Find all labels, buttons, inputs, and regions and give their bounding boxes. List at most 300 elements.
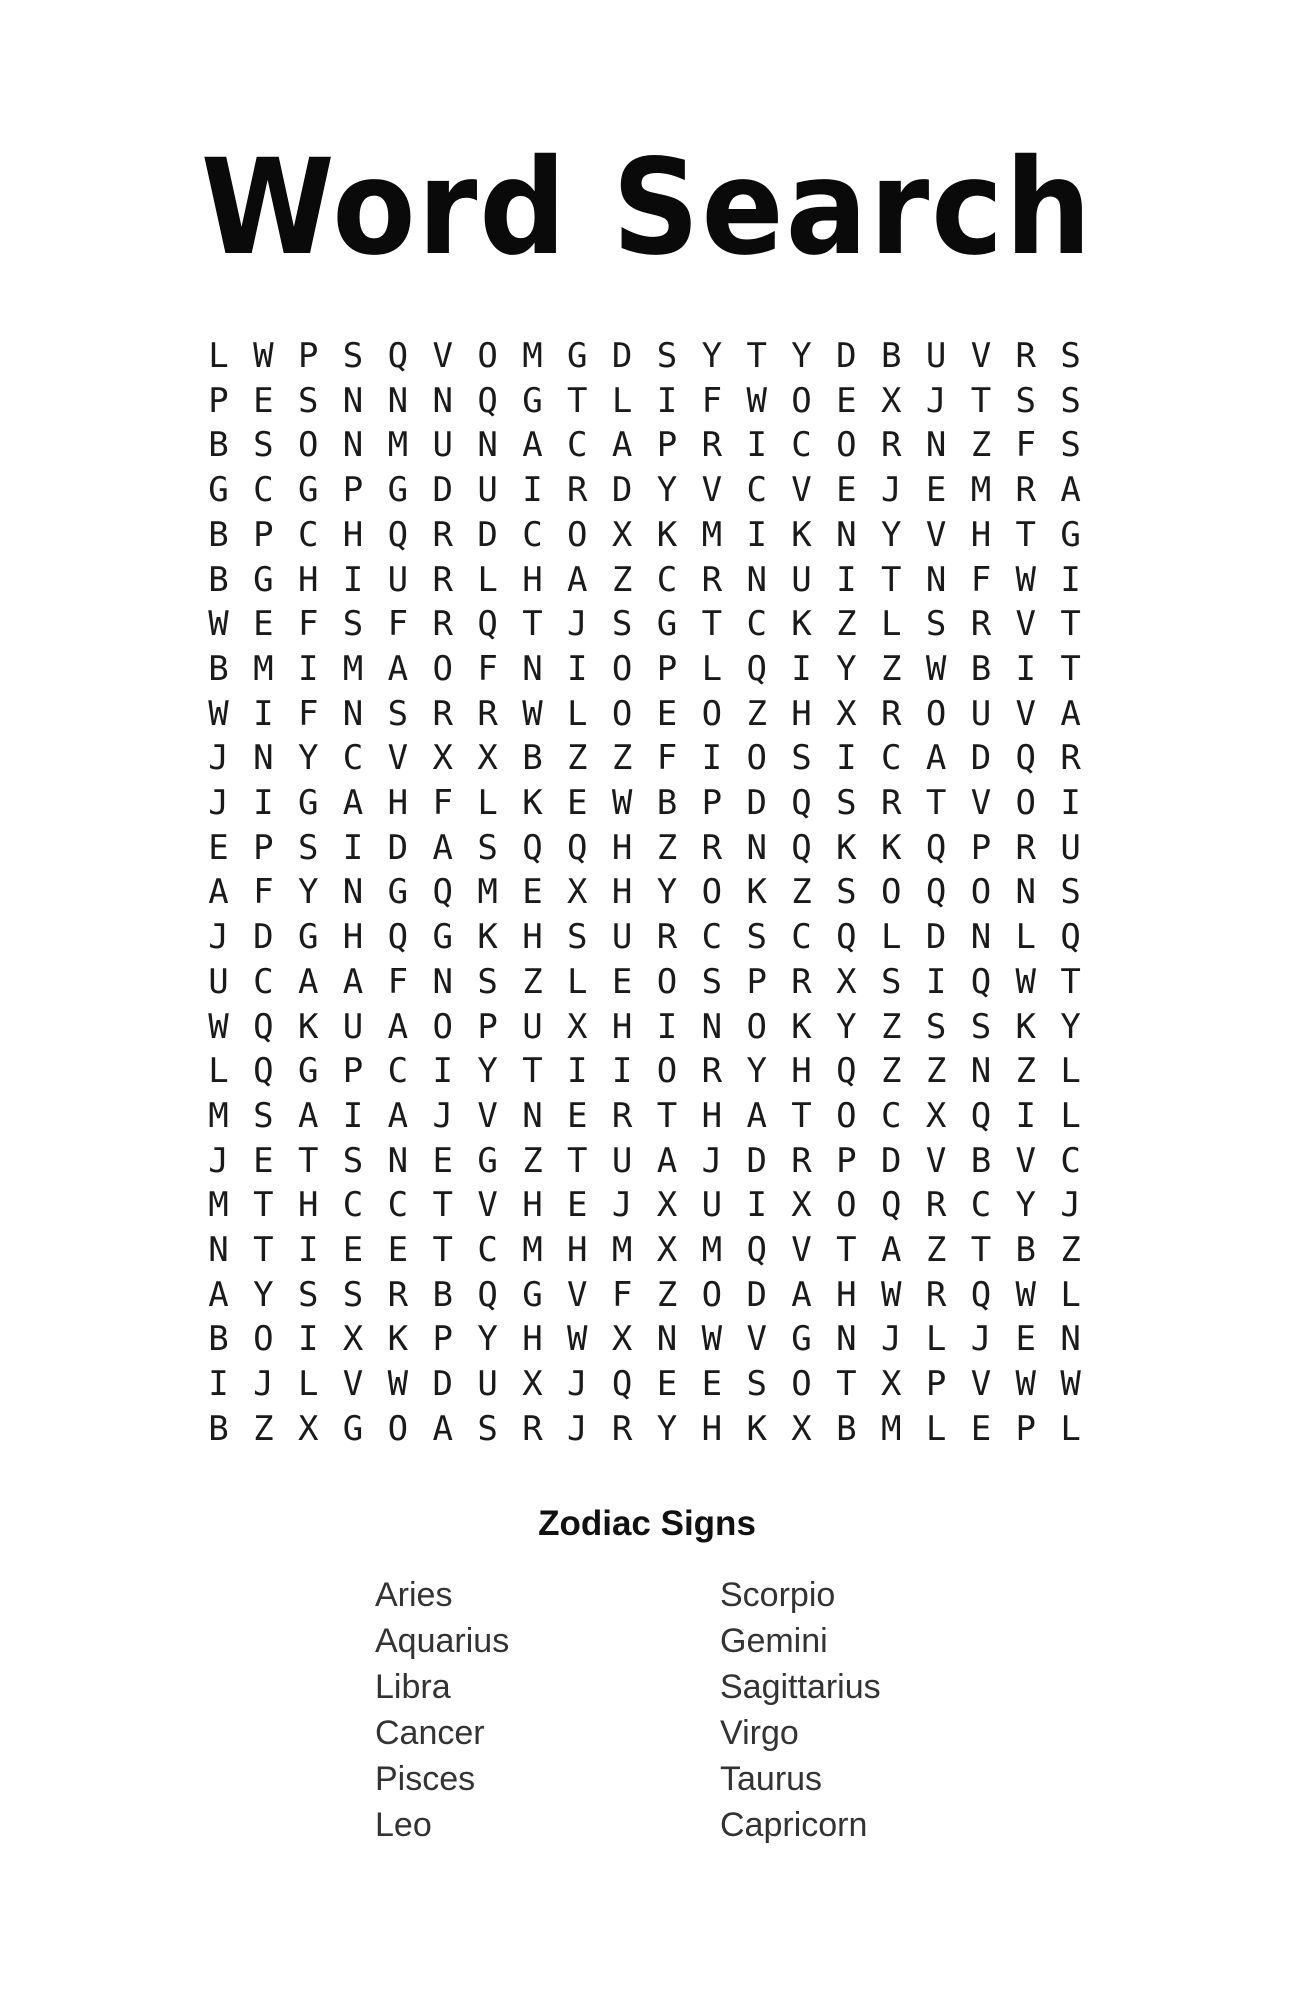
grid-letter: D xyxy=(611,470,633,511)
grid-letter: X xyxy=(925,1095,947,1136)
grid-letter: J xyxy=(208,917,229,958)
grid-letter: A xyxy=(432,1408,453,1449)
grid-letter: L xyxy=(1060,1274,1081,1315)
grid-letter: T xyxy=(791,1095,812,1136)
grid-letter: O xyxy=(836,1095,857,1136)
grid-letter: Y xyxy=(297,738,319,779)
grid-letter: P xyxy=(208,380,229,421)
grid-letter: J xyxy=(208,783,229,823)
grid-letter: V xyxy=(791,1230,812,1270)
grid-letter: N xyxy=(925,559,947,600)
grid-letter: C xyxy=(253,470,274,511)
grid-letter: O xyxy=(701,693,723,734)
grid-letter: U xyxy=(387,559,409,600)
grid-letter: H xyxy=(611,827,633,868)
grid-row xyxy=(196,423,1093,468)
grid-letter: R xyxy=(387,1274,409,1315)
grid-letter: Q xyxy=(970,961,992,1002)
grid-letter: O xyxy=(656,961,678,1002)
grid-letter: R xyxy=(432,604,453,645)
grid-letter: H xyxy=(297,1185,319,1226)
grid-letter: Z xyxy=(970,425,992,466)
grid-letter: B xyxy=(432,1274,453,1315)
grid-letter: N xyxy=(836,1319,857,1360)
grid-letter: R xyxy=(1060,738,1081,779)
grid-letter: I xyxy=(253,693,274,734)
grid-letter: I xyxy=(791,648,812,689)
grid-letter: Q xyxy=(477,604,498,645)
grid-letter: T xyxy=(970,380,992,421)
grid-letter: G xyxy=(477,1140,498,1181)
grid-letter: K xyxy=(522,783,543,823)
grid-letter: P xyxy=(970,827,992,868)
grid-letter: S xyxy=(342,336,364,376)
grid-letter: S xyxy=(342,1140,364,1181)
grid-row xyxy=(196,647,1093,692)
grid-letter: E xyxy=(253,380,274,421)
grid-letter: T xyxy=(567,380,588,421)
grid-letter: G xyxy=(387,872,409,913)
grid-letter: P xyxy=(342,470,364,511)
grid-letter: I xyxy=(1015,648,1037,689)
grid-letter: F xyxy=(701,380,723,421)
grid-row xyxy=(196,1362,1093,1407)
grid-row xyxy=(196,826,1093,871)
grid-letter: D xyxy=(746,783,767,823)
grid-letter: T xyxy=(836,1230,857,1270)
grid-letter: S xyxy=(836,872,857,913)
word-list-item: Cancer xyxy=(375,1714,485,1752)
grid-row xyxy=(196,960,1093,1005)
grid-letter: O xyxy=(432,1006,453,1047)
grid-letter: S xyxy=(387,693,409,734)
grid-letter: I xyxy=(1015,1095,1037,1136)
grid-letter: U xyxy=(477,1364,498,1405)
grid-letter: I xyxy=(342,827,364,868)
grid-letter: W xyxy=(1015,1364,1037,1405)
grid-letter: T xyxy=(522,1051,543,1092)
grid-letter: I xyxy=(925,961,947,1002)
grid-letter: E xyxy=(656,693,678,734)
grid-letter: A xyxy=(342,783,364,823)
grid-letter: A xyxy=(297,961,319,1002)
word-list-item: Pisces xyxy=(375,1760,476,1798)
grid-letter: A xyxy=(611,425,633,466)
grid-letter: Q xyxy=(477,1274,498,1315)
grid-letter: N xyxy=(656,1319,678,1360)
grid-letter: T xyxy=(253,1230,274,1270)
grid-letter: A xyxy=(432,827,453,868)
grid-letter: E xyxy=(253,604,274,645)
grid-letter: G xyxy=(1060,514,1081,555)
grid-letter: H xyxy=(522,559,543,600)
page-title: Word Search xyxy=(200,131,1094,285)
grid-letter: V xyxy=(791,470,812,511)
grid-row xyxy=(196,1228,1093,1273)
grid-letter: C xyxy=(567,425,588,466)
grid-letter: Q xyxy=(387,917,409,958)
grid-letter: M xyxy=(477,872,498,913)
grid-letter: P xyxy=(342,1051,364,1092)
grid-letter: C xyxy=(342,1185,364,1226)
grid-letter: Z xyxy=(881,648,902,689)
grid-letter: B xyxy=(881,336,902,376)
grid-letter: I xyxy=(746,514,767,555)
grid-letter: P xyxy=(432,1319,453,1360)
grid-letter: E xyxy=(567,1185,588,1226)
grid-letter: Q xyxy=(253,1006,274,1047)
grid-letter: W xyxy=(387,1364,409,1405)
grid-letter: S xyxy=(746,917,767,958)
grid-letter: R xyxy=(970,604,992,645)
grid-letter: W xyxy=(1015,559,1037,600)
grid-letter: D xyxy=(477,514,498,555)
grid-row xyxy=(196,915,1093,960)
grid-letter: T xyxy=(1060,648,1081,689)
grid-letter: C xyxy=(970,1185,992,1226)
grid-letter: M xyxy=(701,514,723,555)
grid-row xyxy=(196,692,1093,737)
grid-letter: A xyxy=(342,961,364,1002)
grid-letter: L xyxy=(1015,917,1037,958)
grid-letter: H xyxy=(701,1408,723,1449)
grid-letter: X xyxy=(656,1230,678,1270)
grid-letter: P xyxy=(297,336,319,376)
grid-letter: N xyxy=(836,514,857,555)
grid-letter: N xyxy=(522,648,543,689)
grid-letter: X xyxy=(836,693,857,734)
grid-letter: O xyxy=(925,693,947,734)
grid-letter: N xyxy=(208,1230,229,1270)
grid-letter: Z xyxy=(656,1274,678,1315)
grid-letter: L xyxy=(567,693,588,734)
grid-letter: U xyxy=(970,693,992,734)
grid-letter: X xyxy=(477,738,498,779)
grid-letter: O xyxy=(611,648,633,689)
grid-letter: O xyxy=(1015,783,1037,823)
grid-letter: L xyxy=(1060,1095,1081,1136)
word-list-item: Capricorn xyxy=(720,1806,868,1844)
grid-letter: H xyxy=(522,1185,543,1226)
grid-letter: K xyxy=(791,1006,812,1047)
grid-letter: U xyxy=(522,1006,543,1047)
grid-letter: E xyxy=(522,872,543,913)
grid-letter: W xyxy=(746,380,767,421)
grid-letter: N xyxy=(1060,1319,1081,1360)
grid-letter: N xyxy=(970,1051,992,1092)
grid-letter: W xyxy=(1015,961,1037,1002)
grid-letter: L xyxy=(208,336,229,376)
word-list-item: Sagittarius xyxy=(720,1668,881,1706)
grid-letter: H xyxy=(791,1051,812,1092)
grid-letter: P xyxy=(656,425,678,466)
grid-letter: I xyxy=(611,1051,633,1092)
grid-letter: U xyxy=(342,1006,364,1047)
grid-letter: W xyxy=(1015,1274,1037,1315)
grid-letter: C xyxy=(701,917,723,958)
grid-letter: A xyxy=(746,1095,767,1136)
grid-row xyxy=(196,1005,1093,1050)
grid-letter: J xyxy=(253,1364,274,1405)
grid-letter: Z xyxy=(611,738,633,779)
grid-letter: G xyxy=(297,470,319,511)
grid-letter: V xyxy=(477,1095,498,1136)
grid-row xyxy=(196,513,1093,558)
grid-letter: Q xyxy=(791,783,812,823)
grid-letter: B xyxy=(208,648,229,689)
grid-letter: Q xyxy=(791,827,812,868)
grid-letter: R xyxy=(701,827,723,868)
grid-letter: S xyxy=(342,1274,364,1315)
grid-letter: E xyxy=(836,470,857,511)
grid-letter: E xyxy=(925,470,947,511)
grid-letter: K xyxy=(791,514,812,555)
grid-letter: G xyxy=(656,604,678,645)
grid-letter: S xyxy=(970,1006,992,1047)
grid-letter: N xyxy=(432,961,453,1002)
grid-letter: C xyxy=(253,961,274,1002)
grid-letter: I xyxy=(656,380,678,421)
grid-letter: P xyxy=(656,648,678,689)
grid-letter: E xyxy=(701,1364,723,1405)
grid-letter: S xyxy=(477,1408,498,1449)
word-list-left-column xyxy=(375,1572,675,1848)
grid-letter: L xyxy=(297,1364,319,1405)
grid-letter: X xyxy=(881,1364,902,1405)
grid-letter: C xyxy=(791,425,812,466)
grid-letter: A xyxy=(656,1140,678,1181)
grid-letter: X xyxy=(567,1006,588,1047)
grid-letter: W xyxy=(208,1006,229,1047)
grid-letter: J xyxy=(881,470,902,511)
grid-letter: A xyxy=(387,1006,409,1047)
grid-letter: K xyxy=(297,1006,319,1047)
grid-letter: S xyxy=(477,961,498,1002)
grid-letter: D xyxy=(925,917,947,958)
grid-letter: T xyxy=(1015,514,1037,555)
grid-letter: T xyxy=(836,1364,857,1405)
grid-letter: I xyxy=(342,559,364,600)
grid-letter: H xyxy=(567,1230,588,1270)
grid-letter: Z xyxy=(881,1051,902,1092)
word-list-item: Gemini xyxy=(720,1622,828,1660)
grid-letter: M xyxy=(522,336,543,376)
grid-letter: R xyxy=(656,917,678,958)
grid-letter: J xyxy=(208,738,229,779)
grid-letter: E xyxy=(342,1230,364,1270)
grid-letter: S xyxy=(297,1274,319,1315)
grid-letter: S xyxy=(342,604,364,645)
grid-letter: S xyxy=(656,336,678,376)
grid-letter: M xyxy=(208,1185,229,1226)
grid-letter: Z xyxy=(925,1051,947,1092)
word-list-heading: Zodiac Signs xyxy=(538,1504,756,1543)
grid-letter: L xyxy=(1060,1051,1081,1092)
grid-letter: O xyxy=(970,872,992,913)
grid-letter: O xyxy=(791,380,812,421)
grid-letter: C xyxy=(297,514,319,555)
grid-letter: X xyxy=(791,1185,812,1226)
word-list-item: Aries xyxy=(375,1576,453,1614)
grid-row xyxy=(196,1183,1093,1228)
grid-letter: A xyxy=(881,1230,902,1270)
grid-row xyxy=(196,1273,1093,1318)
grid-row xyxy=(196,870,1093,915)
grid-letter: R xyxy=(477,693,498,734)
grid-letter: K xyxy=(387,1319,409,1360)
grid-letter: N xyxy=(342,425,364,466)
grid-letter: N xyxy=(387,380,409,421)
grid-letter: M xyxy=(208,1095,229,1136)
grid-letter: J xyxy=(611,1185,633,1226)
grid-letter: W xyxy=(208,604,229,645)
grid-letter: K xyxy=(477,917,498,958)
grid-letter: S xyxy=(1060,872,1081,913)
grid-letter: X xyxy=(342,1319,364,1360)
grid-letter: I xyxy=(656,1006,678,1047)
grid-letter: P xyxy=(836,1140,857,1181)
grid-letter: A xyxy=(297,1095,319,1136)
grid-letter: S xyxy=(1060,380,1081,421)
grid-letter: S xyxy=(477,827,498,868)
grid-letter: H xyxy=(342,917,364,958)
grid-letter: Y xyxy=(656,1408,678,1449)
grid-letter: M xyxy=(881,1408,902,1449)
grid-row xyxy=(196,1407,1093,1452)
grid-letter: N xyxy=(342,693,364,734)
word-list-item: Aquarius xyxy=(375,1622,510,1660)
grid-letter: C xyxy=(746,604,767,645)
grid-letter: V xyxy=(925,1140,947,1181)
grid-letter: X xyxy=(297,1408,319,1449)
grid-letter: P xyxy=(253,827,274,868)
grid-letter: V xyxy=(970,783,992,823)
grid-letter: D xyxy=(432,470,453,511)
grid-letter: Q xyxy=(522,827,543,868)
grid-letter: X xyxy=(432,738,453,779)
grid-letter: R xyxy=(611,1408,633,1449)
grid-letter: R xyxy=(432,514,453,555)
grid-letter: Z xyxy=(522,961,543,1002)
grid-letter: T xyxy=(881,559,902,600)
grid-letter: T xyxy=(746,336,767,376)
grid-letter: Q xyxy=(970,1274,992,1315)
grid-letter: V xyxy=(701,470,723,511)
grid-letter: P xyxy=(253,514,274,555)
grid-letter: C xyxy=(387,1051,409,1092)
grid-letter: Y xyxy=(656,470,678,511)
grid-letter: T xyxy=(1060,961,1081,1002)
grid-letter: F xyxy=(432,783,453,823)
grid-letter: Z xyxy=(656,827,678,868)
grid-letter: N xyxy=(746,559,767,600)
grid-letter: Q xyxy=(836,917,857,958)
grid-letter: A xyxy=(208,872,229,913)
grid-letter: G xyxy=(253,559,274,600)
grid-letter: K xyxy=(656,514,678,555)
grid-letter: X xyxy=(881,380,902,421)
grid-letter: J xyxy=(208,1140,229,1181)
grid-letter: S xyxy=(925,1006,947,1047)
grid-letter: I xyxy=(567,648,588,689)
word-list-item: Virgo xyxy=(720,1714,799,1752)
grid-letter: R xyxy=(881,783,902,823)
grid-letter: Z xyxy=(1015,1051,1037,1092)
grid-letter: Y xyxy=(297,872,319,913)
grid-letter: Z xyxy=(611,559,633,600)
grid-letter: K xyxy=(1015,1006,1037,1047)
grid-letter: I xyxy=(746,425,767,466)
grid-letter: P xyxy=(477,1006,498,1047)
grid-letter: U xyxy=(611,917,633,958)
grid-letter: G xyxy=(522,1274,543,1315)
grid-row xyxy=(196,781,1093,826)
grid-letter: V xyxy=(432,336,453,376)
grid-letter: Q xyxy=(253,1051,274,1092)
grid-letter: Q xyxy=(836,1051,857,1092)
grid-row xyxy=(196,379,1093,424)
grid-letter: C xyxy=(342,738,364,779)
grid-letter: J xyxy=(1060,1185,1081,1226)
word-list-item: Taurus xyxy=(720,1760,823,1798)
grid-letter: C xyxy=(387,1185,409,1226)
grid-letter: T xyxy=(432,1230,453,1270)
grid-letter: S xyxy=(1060,336,1081,376)
grid-letter: Z xyxy=(836,604,857,645)
grid-letter: W xyxy=(925,648,947,689)
grid-letter: K xyxy=(791,604,812,645)
grid-letter: K xyxy=(746,1408,767,1449)
grid-letter: S xyxy=(836,783,857,823)
grid-letter: Q xyxy=(387,336,409,376)
grid-letter: S xyxy=(567,917,588,958)
grid-letter: I xyxy=(522,470,543,511)
grid-letter: C xyxy=(881,738,902,779)
grid-letter: R xyxy=(1015,827,1037,868)
grid-letter: O xyxy=(836,1185,857,1226)
grid-letter: F xyxy=(656,738,678,779)
grid-letter: V xyxy=(746,1319,767,1360)
grid-letter: S xyxy=(297,827,319,868)
grid-letter: W xyxy=(567,1319,588,1360)
grid-letter: E xyxy=(253,1140,274,1181)
grid-letter: I xyxy=(567,1051,588,1092)
grid-letter: X xyxy=(611,514,633,555)
grid-letter: O xyxy=(881,872,902,913)
grid-letter: Z xyxy=(567,738,588,779)
grid-letter: O xyxy=(746,738,767,779)
grid-letter: G xyxy=(342,1408,364,1449)
grid-letter: N xyxy=(701,1006,723,1047)
grid-letter: M xyxy=(611,1230,633,1270)
grid-letter: I xyxy=(1060,559,1081,600)
grid-letter: O xyxy=(611,693,633,734)
grid-row xyxy=(196,334,1093,379)
grid-letter: U xyxy=(1060,827,1081,868)
grid-letter: L xyxy=(701,648,723,689)
grid-letter: N xyxy=(432,380,453,421)
grid-letter: N xyxy=(1015,872,1037,913)
grid-letter: J xyxy=(567,1408,588,1449)
grid-letter: X xyxy=(522,1364,543,1405)
grid-letter: C xyxy=(1060,1140,1081,1181)
grid-letter: N xyxy=(342,380,364,421)
grid-letter: E xyxy=(1015,1319,1037,1360)
grid-letter: I xyxy=(836,738,857,779)
grid-letter: R xyxy=(701,425,723,466)
grid-letter: G xyxy=(567,336,588,376)
grid-letter: L xyxy=(567,961,588,1002)
